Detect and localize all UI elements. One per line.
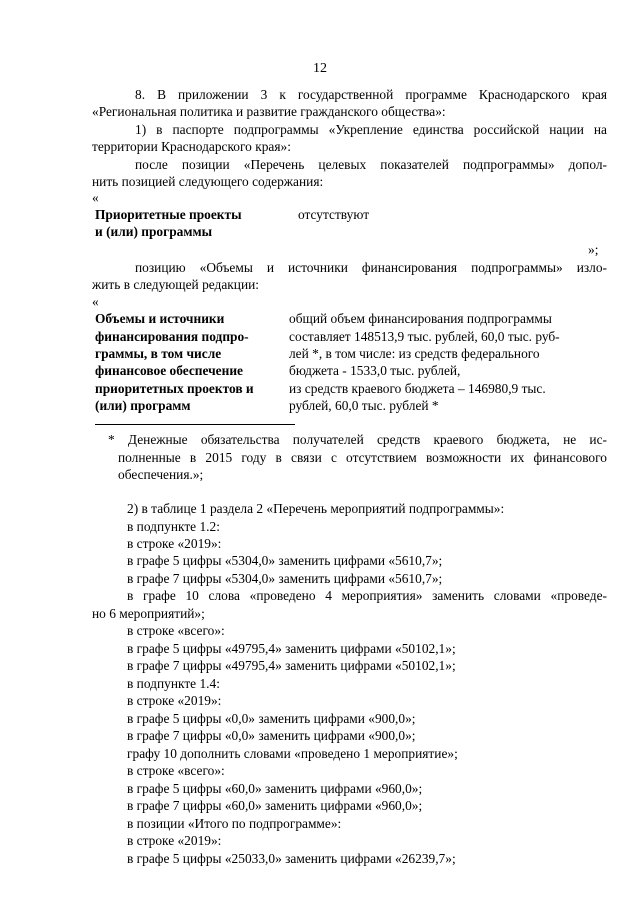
priority-value: отсутствуют: [298, 207, 370, 222]
volume-value-3: лей *, в том числе: из средств федерального: [289, 346, 540, 361]
item8-line-1: 8. В приложении 3 к государственной программе Краснодарского края: [135, 87, 607, 102]
volume-label-3: граммы, в том числе: [95, 346, 222, 361]
item2-line-3: в строке «2019»:: [127, 536, 222, 551]
item2-line-20: в строке «2019»:: [127, 833, 222, 848]
item8-line-5: после позиции «Перечень целевых показателей подпрограммы» допол-: [135, 157, 607, 172]
volume-value-5: из средств краевого бюджета – 146980,9 тыс.: [289, 381, 546, 396]
item2-line-2: в подпункте 1.2:: [127, 519, 220, 534]
volume-value-1: общий объем финансирования подпрограммы: [289, 311, 552, 326]
priority-label-1: Приоритетные проекты: [95, 207, 242, 222]
item2-line-18: в графе 7 цифры «60,0» заменить цифрами «960,0»;: [127, 798, 423, 813]
open-quote-1: «: [92, 190, 99, 205]
item8-line-4: территории Краснодарского края»:: [92, 139, 291, 154]
item2-line-4: в графе 5 цифры «5304,0» заменить цифрами «5610,7»;: [127, 553, 443, 568]
volume-label-5: приоритетных проектов и: [95, 381, 254, 396]
footnote-separator: [95, 424, 295, 425]
item2-line-17: в графе 5 цифры «60,0» заменить цифрами «960,0»;: [127, 781, 423, 796]
item2-line-13: в графе 5 цифры «0,0» заменить цифрами «900,0»;: [127, 711, 416, 726]
footnote-line-3: обеспечения.»;: [118, 467, 204, 482]
footnote-line-1: * Денежные обязательства получателей средств краевого бюджета, не ис-: [108, 432, 607, 447]
priority-label-2: и (или) программы: [95, 224, 213, 239]
volume-label-6: (или) программ: [95, 398, 191, 413]
item2-line-14: в графе 7 цифры «0,0» заменить цифрами «900,0»;: [127, 728, 416, 743]
item8-line-3: 1) в паспорте подпрограммы «Укрепление единства российской нации на: [135, 122, 607, 137]
item2-line-16: в строке «всего»:: [127, 763, 225, 778]
item2-line-1: 2) в таблице 1 раздела 2 «Перечень мероприятий подпрограммы»:: [127, 501, 505, 516]
item2-line-12: в строке «2019»:: [127, 693, 222, 708]
open-quote-2: «: [92, 294, 99, 309]
item2-line-19: в позиции «Итого по подпрограмме»:: [127, 816, 342, 831]
item2-line-9: в графе 5 цифры «49795,4» заменить цифрами «50102,1»;: [127, 641, 456, 656]
item2-line-10: в графе 7 цифры «49795,4» заменить цифрами «50102,1»;: [127, 658, 456, 673]
volume-value-4: бюджета - 1533,0 тыс. рублей,: [289, 363, 461, 378]
page-number: 12: [313, 61, 327, 76]
item2-line-7: но 6 мероприятий»;: [92, 606, 205, 621]
volume-value-6: рублей, 60,0 тыс. рублей *: [289, 398, 439, 413]
item2-line-6: в графе 10 слова «проведено 4 мероприятия» заменить словами «проведе-: [127, 588, 607, 603]
item8-line-2: «Региональная политика и развитие гражданского общества»:: [92, 104, 446, 119]
volume-value-2: составляет 148513,9 тыс. рублей, 60,0 тыс. руб-: [289, 329, 560, 344]
volume-intro-2: жить в следующей редакции:: [92, 277, 260, 292]
volume-label-1: Объемы и источники: [95, 311, 225, 326]
footnote-line-2: полненные в 2015 году в связи с отсутствием возможности их финансового: [118, 450, 607, 465]
volume-intro-1: позицию «Объемы и источники финансирования подпрограммы» изло-: [135, 260, 607, 275]
item2-line-8: в строке «всего»:: [127, 623, 225, 638]
volume-label-4: финансовое обеспечение: [95, 363, 243, 378]
item2-line-11: в подпункте 1.4:: [127, 676, 220, 691]
volume-label-2: финансирования подпро-: [95, 329, 249, 344]
item2-line-21: в графе 5 цифры «25033,0» заменить цифрами «26239,7»;: [127, 851, 456, 866]
close-quote-1: »;: [588, 242, 599, 257]
item2-line-15: графу 10 дополнить словами «проведено 1 мероприятие»;: [127, 746, 458, 761]
item8-line-6: нить позицией следующего содержания:: [92, 174, 324, 189]
item2-line-5: в графе 7 цифры «5304,0» заменить цифрами «5610,7»;: [127, 571, 443, 586]
